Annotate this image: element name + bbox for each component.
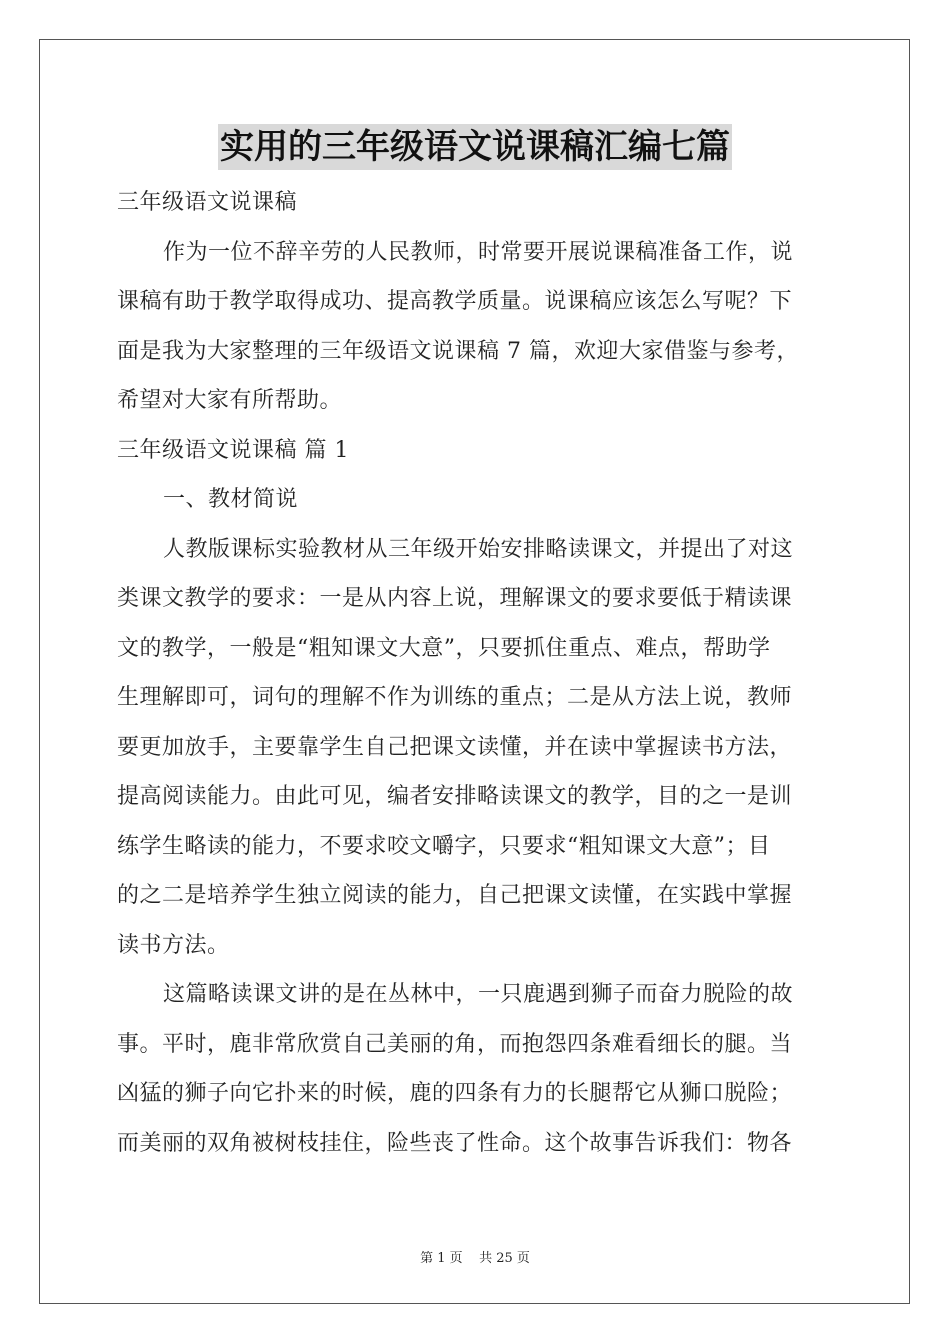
document-body — [117, 178, 833, 1168]
text-line: 课稿有助于教学取得成功、提高教学质量。说课稿应该怎么写呢？下 — [117, 289, 793, 314]
page-number: 第 1 页 共 25 页 — [420, 1251, 530, 1266]
text-line: 的之二是培养学生独立阅读的能力，自己把课文读懂，在实践中掌握 — [117, 883, 793, 908]
text-line: 练学生略读的能力，不要求咬文嚼字，只要求“粗知课文大意”；目 — [117, 833, 771, 859]
text-line: 人教版课标实验教材从三年级开始安排略读课文，并提出了对这 — [163, 536, 794, 562]
text-line: 凶猛的狮子向它扑来的时候，鹿的四条有力的长腿帮它从狮口脱险； — [117, 1081, 793, 1106]
text-line: 事。平时，鹿非常欣赏自己美丽的角，而抱怨四条难看细长的腿。当 — [117, 1031, 793, 1057]
text-line: 读书方法。 — [117, 932, 230, 958]
text-line: 面是我为大家整理的三年级语文说课稿 7 篇，欢迎大家借鉴与参考， — [117, 338, 799, 364]
text-line: 生理解即可，词句的理解不作为训练的重点；二是从方法上说，教师 — [117, 685, 793, 710]
title-container — [0, 124, 950, 170]
text-line: 作为一位不辞辛劳的人民教师，时常要开展说课稿准备工作，说 — [163, 239, 794, 265]
document-title: 实用的三年级语文说课稿汇编七篇 — [218, 124, 732, 170]
text-line: 提高阅读能力。由此可见，编者安排略读课文的教学，目的之一是训 — [117, 784, 793, 809]
text-line: 类课文教学的要求：一是从内容上说，理解课文的要求要低于精读课 — [117, 586, 793, 611]
text-line: 要更加放手，主要靠学生自己把课文读懂，并在读中掌握读书方法， — [117, 734, 793, 760]
text-line: 希望对大家有所帮助。 — [117, 388, 343, 413]
text-line: 三年级语文说课稿 — [117, 190, 298, 215]
text-line: 文的教学，一般是“粗知课文大意”，只要抓住重点、难点，帮助学 — [117, 635, 771, 661]
text-line: 这篇略读课文讲的是在丛林中，一只鹿遇到狮子而奋力脱险的故 — [163, 982, 794, 1007]
text-line: 一、教材简说 — [163, 487, 299, 512]
page-footer — [0, 1247, 950, 1266]
text-line: 而美丽的双角被树枝挂住，险些丧了性命。这个故事告诉我们：物各 — [117, 1130, 793, 1156]
text-line: 三年级语文说课稿 篇 1 — [117, 437, 349, 463]
